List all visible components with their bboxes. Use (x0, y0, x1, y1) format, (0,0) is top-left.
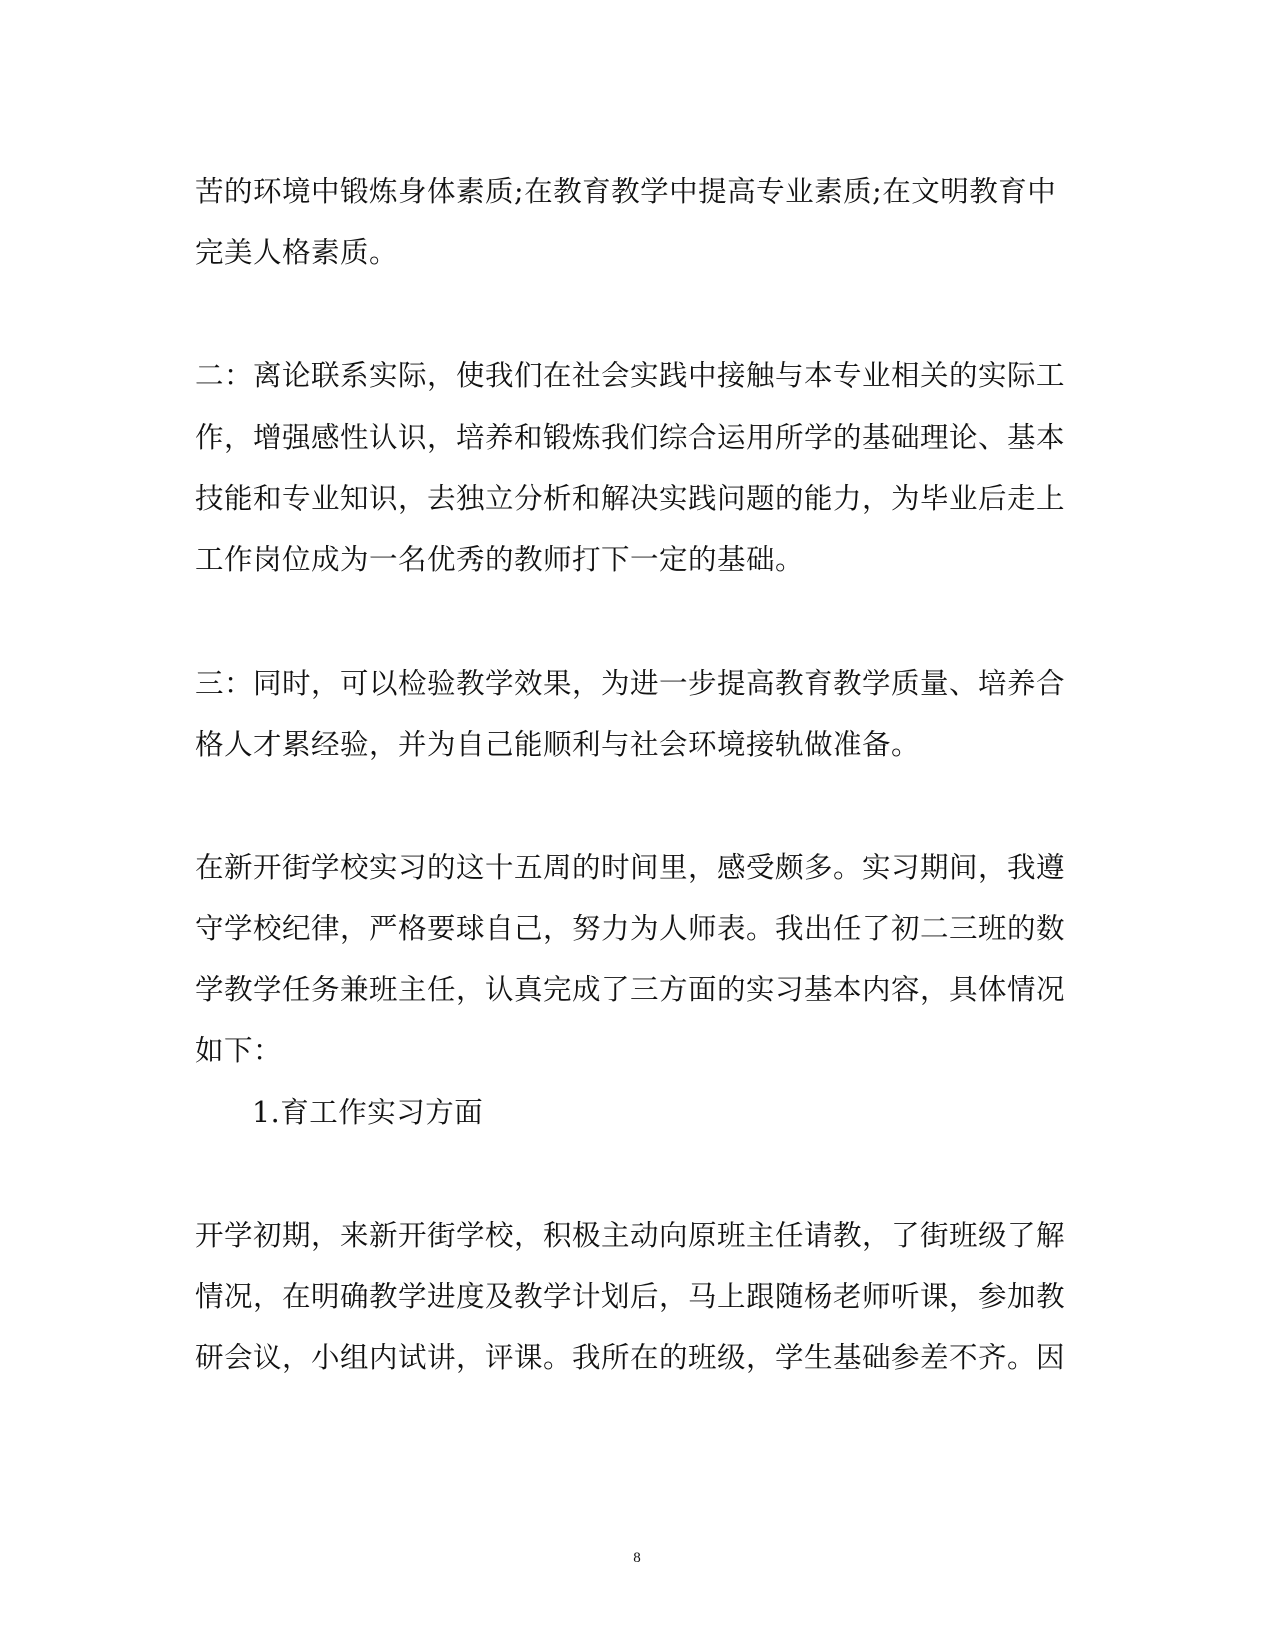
paragraph-5-line-1: 开学初期，来新开街学校，积极主动向原班主任请教，了街班级了解 (195, 1219, 1066, 1252)
paragraph-2-line-2: 作，增强感性认识，培养和锻炼我们综合运用所学的基础理论、基本 (195, 421, 1066, 454)
paragraph-4-line-3: 学教学任务兼班主任，认真完成了三方面的实习基本内容，具体情况 (195, 973, 1066, 1006)
paragraph-2-line-3: 技能和专业知识，去独立分析和解决实践问题的能力，为毕业后走上 (195, 482, 1066, 515)
paragraph-3-line-2: 格人才累经验，并为自己能顺利与社会环境接轨做准备。 (195, 728, 921, 761)
page-number: 8 (633, 1550, 641, 1566)
paragraph-5-line-2: 情况，在明确教学进度及教学计划后，马上跟随杨老师听课，参加教 (195, 1280, 1066, 1313)
paragraph-4-line-1: 在新开街学校实习的这十五周的时间里，感受颇多。实习期间，我遵 (195, 851, 1066, 884)
paragraph-4-line-4: 如下： (195, 1034, 283, 1067)
section-heading: 1.育工作实习方面 (252, 1096, 484, 1129)
paragraph-5-line-3: 研会议，小组内试讲，评课。我所在的班级，学生基础参差不齐。因 (195, 1341, 1066, 1374)
paragraph-3-line-1: 三：同时，可以检验教学效果，为进一步提高教育教学质量、培养合 (195, 667, 1066, 700)
paragraph-1-line-1: 苦的环境中锻炼身体素质;在教育教学中提高专业素质;在文明教育中 (195, 175, 1057, 208)
paragraph-2-line-4: 工作岗位成为一名优秀的教师打下一定的基础。 (195, 543, 805, 576)
paragraph-2-line-1: 二：离论联系实际，使我们在社会实践中接触与本专业相关的实际工 (195, 359, 1066, 392)
paragraph-1-line-2: 完美人格素质。 (195, 236, 399, 269)
paragraph-4-line-2: 守学校纪律，严格要球自己，努力为人师表。我出任了初二三班的数 (195, 912, 1066, 945)
